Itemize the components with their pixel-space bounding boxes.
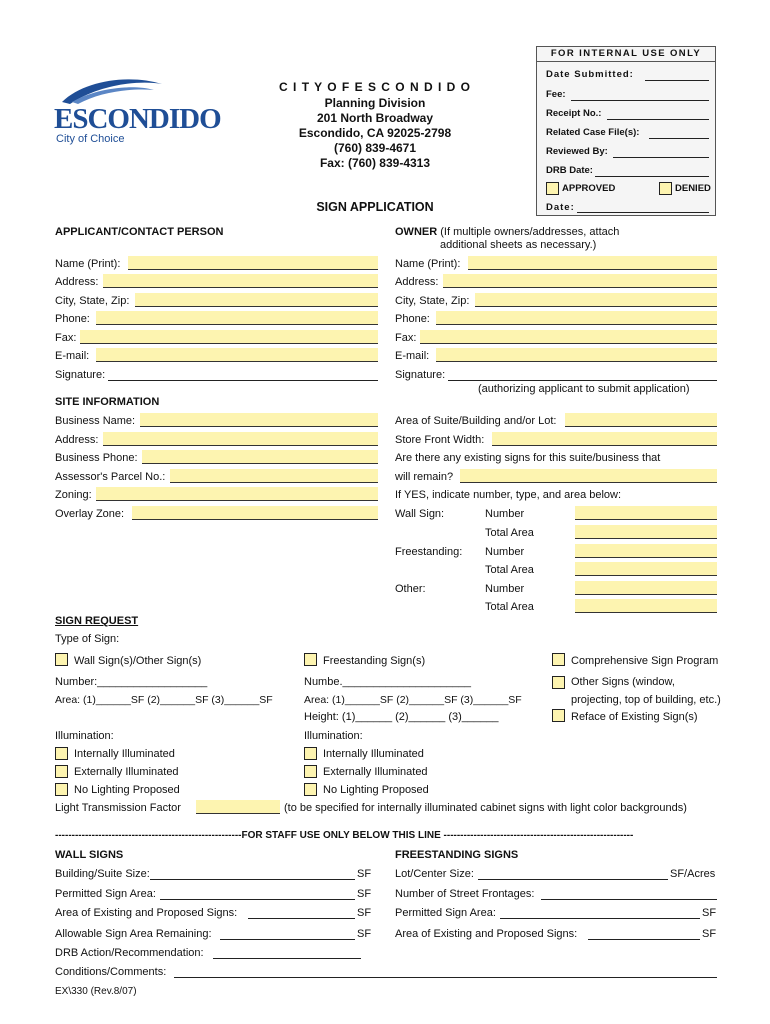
- existing-signs-question-2: will remain?: [395, 471, 454, 483]
- other-signs-checkbox[interactable]: [552, 676, 565, 689]
- wall-externally-option: Externally Illuminated: [74, 766, 179, 778]
- fee-line[interactable]: [571, 100, 709, 101]
- other-signs-option: Other Signs (window,: [571, 676, 675, 688]
- applicant-address-label: Address:: [55, 276, 99, 288]
- owner-signature-label: Signature:: [395, 369, 446, 381]
- free-no-lighting-checkbox[interactable]: [304, 783, 317, 796]
- allowable-area-label: Allowable Sign Area Remaining:: [55, 928, 212, 940]
- ltf-label: Light Transmission Factor: [55, 802, 181, 814]
- other-signs-option-2: projecting, top of building, etc.): [571, 694, 721, 706]
- existing-signs-input[interactable]: [460, 469, 717, 483]
- logo-wordmark: ESCONDIDO: [54, 103, 221, 135]
- free-total-area-label: Total Area: [485, 564, 534, 576]
- escondido-logo: [54, 76, 221, 152]
- street-frontages-line[interactable]: [541, 899, 717, 900]
- other-number-input[interactable]: [575, 581, 717, 595]
- lot-size-label: Lot/Center Size:: [395, 868, 474, 880]
- storefront-input[interactable]: [492, 432, 717, 446]
- building-size-unit: SF: [357, 868, 372, 880]
- owner-note-2: additional sheets as necessary.): [440, 239, 597, 251]
- existing-signs-question: Are there any existing signs for this suite/business that: [395, 452, 661, 464]
- owner-phone-label: Phone:: [395, 313, 430, 325]
- owner-auth-note: (authorizing applicant to submit application): [478, 383, 690, 395]
- permitted-area-line[interactable]: [160, 899, 355, 900]
- internal-use-box: [536, 46, 716, 216]
- if-yes-label: If YES, indicate number, type, and area below:: [395, 489, 622, 501]
- free-number-label: Number: [485, 546, 525, 558]
- date-submitted-label: Date Submitted:: [546, 69, 634, 80]
- fee-label: Fee:: [546, 89, 566, 100]
- free-no-lighting-option: No Lighting Proposed: [323, 784, 429, 796]
- applicant-heading: APPLICANT/CONTACT PERSON: [55, 226, 224, 238]
- reviewed-by-line[interactable]: [613, 157, 709, 158]
- suite-area-input[interactable]: [565, 413, 717, 427]
- overlay-zone-label: Overlay Zone:: [55, 508, 125, 520]
- applicant-fax-input[interactable]: [80, 330, 378, 344]
- drb-action-label: DRB Action/Recommendation:: [55, 947, 204, 959]
- city-phone: (760) 839-4671: [333, 141, 417, 155]
- business-phone-label: Business Phone:: [55, 452, 138, 464]
- reviewed-by-label: Reviewed By:: [546, 146, 608, 157]
- building-size-label: Building/Suite Size:: [55, 868, 150, 880]
- permitted-area-label: Permitted Sign Area:: [55, 888, 156, 900]
- business-name-input[interactable]: [140, 413, 378, 427]
- business-name-label: Business Name:: [55, 415, 136, 427]
- wall-number-input[interactable]: [575, 506, 717, 520]
- conditions-line[interactable]: [174, 977, 717, 978]
- wall-internally-option: Internally Illuminated: [74, 748, 175, 760]
- wall-signs-heading: WALL SIGNS: [55, 849, 124, 861]
- applicant-fax-label: Fax:: [55, 332, 77, 344]
- wall-sign-option: Wall Sign(s)/Other Sign(s): [74, 655, 202, 667]
- date-label: Date:: [546, 202, 575, 213]
- date-line[interactable]: [577, 212, 709, 213]
- free-existing-line[interactable]: [588, 939, 700, 940]
- internal-use-header: FOR INTERNAL USE ONLY: [537, 47, 715, 62]
- wall-sign-checkbox[interactable]: [55, 653, 68, 666]
- lot-size-line[interactable]: [478, 879, 668, 880]
- reface-option: Reface of Existing Sign(s): [571, 711, 698, 723]
- owner-fax-label: Fax:: [395, 332, 417, 344]
- owner-note-1: (If multiple owners/addresses, attach: [440, 226, 620, 238]
- free-externally-option: Externally Illuminated: [323, 766, 428, 778]
- allowable-area-unit: SF: [357, 928, 372, 940]
- applicant-phone-label: Phone:: [55, 313, 90, 325]
- wall-internally-checkbox[interactable]: [55, 747, 68, 760]
- city-name: C I T Y O F E S C O N D I D O: [279, 80, 471, 94]
- owner-city-input[interactable]: [475, 293, 717, 307]
- existing-proposed-unit: SF: [357, 907, 372, 919]
- zoning-label: Zoning:: [55, 489, 92, 501]
- drb-date-line[interactable]: [595, 176, 709, 177]
- applicant-address-input[interactable]: [103, 274, 378, 288]
- owner-address-label: Address:: [395, 276, 439, 288]
- apn-input[interactable]: [170, 469, 378, 483]
- free-number-field[interactable]: Numbe._____________________: [304, 676, 471, 688]
- owner-fax-input[interactable]: [420, 330, 717, 344]
- wall-externally-checkbox[interactable]: [55, 765, 68, 778]
- logo-tagline: City of Choice: [56, 133, 125, 145]
- wall-total-area-input[interactable]: [575, 525, 717, 539]
- free-existing-label: Area of Existing and Proposed Signs:: [395, 928, 578, 940]
- wall-area-field[interactable]: Area: (1)______SF (2)______SF (3)______SF: [55, 694, 273, 706]
- owner-heading: OWNER: [395, 226, 438, 238]
- free-total-area-input[interactable]: [575, 562, 717, 576]
- allowable-area-line[interactable]: [220, 939, 355, 940]
- applicant-phone-input[interactable]: [96, 311, 378, 325]
- freestanding-checkbox[interactable]: [304, 653, 317, 666]
- comprehensive-checkbox[interactable]: [552, 653, 565, 666]
- owner-email-input[interactable]: [436, 348, 717, 362]
- free-height-field[interactable]: Height: (1)______ (2)______ (3)______: [304, 711, 499, 723]
- free-existing-unit: SF: [702, 928, 717, 940]
- owner-email-label: E-mail:: [395, 350, 430, 362]
- staff-divider: --------------------------------------------------------FOR STAFF USE ONLY BELOW THIS LINE ---------------------------------------------------------: [55, 830, 634, 841]
- permitted-area-unit: SF: [357, 888, 372, 900]
- related-case-label: Related Case File(s):: [546, 127, 640, 138]
- site-info-heading: SITE INFORMATION: [55, 396, 160, 408]
- free-internally-checkbox[interactable]: [304, 747, 317, 760]
- site-address-input[interactable]: [103, 432, 378, 446]
- overlay-zone-input[interactable]: [132, 506, 378, 520]
- sign-request-heading: SIGN REQUEST: [55, 615, 139, 627]
- storefront-label: Store Front Width:: [395, 434, 485, 446]
- free-area-field[interactable]: Area: (1)______SF (2)______SF (3)______SF: [304, 694, 522, 706]
- date-submitted-line[interactable]: [645, 80, 709, 81]
- owner-name-label: Name (Print):: [395, 258, 461, 270]
- owner-address-input[interactable]: [443, 274, 717, 288]
- applicant-city-input[interactable]: [135, 293, 378, 307]
- city-fax: Fax: (760) 839-4313: [319, 156, 431, 170]
- ltf-input[interactable]: [196, 800, 280, 814]
- drb-action-line[interactable]: [213, 958, 361, 959]
- free-internally-option: Internally Illuminated: [323, 748, 424, 760]
- planning-division: Planning Division: [324, 96, 426, 110]
- ltf-note: (to be specified for internally illuminated cabinet signs with light color backgrounds): [284, 802, 687, 814]
- city-address-1: 201 North Broadway: [316, 111, 434, 125]
- free-permitted-line[interactable]: [500, 918, 700, 919]
- applicant-name-label: Name (Print):: [55, 258, 121, 270]
- receipt-no-label: Receipt No.:: [546, 108, 602, 119]
- city-address-2: Escondido, CA 92025-2798: [298, 126, 452, 140]
- existing-proposed-line[interactable]: [248, 918, 355, 919]
- owner-name-input[interactable]: [468, 256, 717, 270]
- wall-total-area-label: Total Area: [485, 527, 534, 539]
- comprehensive-option: Comprehensive Sign Program: [571, 655, 719, 667]
- free-number-input[interactable]: [575, 544, 717, 558]
- freestanding-option: Freestanding Sign(s): [323, 655, 426, 667]
- free-illumination-label: Illumination:: [304, 730, 363, 742]
- free-permitted-label: Permitted Sign Area:: [395, 907, 496, 919]
- wall-no-lighting-option: No Lighting Proposed: [74, 784, 180, 796]
- related-case-line[interactable]: [649, 138, 709, 139]
- wall-sign-label: Wall Sign:: [395, 508, 445, 520]
- owner-signature-line[interactable]: [448, 380, 717, 381]
- applicant-name-input[interactable]: [128, 256, 378, 270]
- denied-checkbox[interactable]: [659, 182, 672, 195]
- wall-number-label: Number: [485, 508, 525, 520]
- conditions-label: Conditions/Comments:: [55, 966, 167, 978]
- other-total-area-input[interactable]: [575, 599, 717, 613]
- suite-area-label: Area of Suite/Building and/or Lot:: [395, 415, 557, 427]
- apn-label: Assessor's Parcel No.:: [55, 471, 166, 483]
- free-externally-checkbox[interactable]: [304, 765, 317, 778]
- approved-checkbox[interactable]: [546, 182, 559, 195]
- form-number: EX\330 (Rev.8/07): [55, 986, 137, 997]
- applicant-email-input[interactable]: [96, 348, 378, 362]
- other-total-area-label: Total Area: [485, 601, 534, 613]
- receipt-no-line[interactable]: [607, 119, 709, 120]
- free-permitted-unit: SF: [702, 907, 717, 919]
- lot-size-unit: SF/Acres: [670, 868, 716, 880]
- drb-date-label: DRB Date:: [546, 165, 593, 176]
- form-title: SIGN APPLICATION: [316, 200, 434, 214]
- type-of-sign-label: Type of Sign:: [55, 633, 120, 645]
- applicant-email-label: E-mail:: [55, 350, 90, 362]
- existing-proposed-label: Area of Existing and Proposed Signs:: [55, 907, 238, 919]
- other-number-label: Number: [485, 583, 525, 595]
- applicant-city-label: City, State, Zip:: [55, 295, 130, 307]
- owner-city-label: City, State, Zip:: [395, 295, 470, 307]
- site-address-label: Address:: [55, 434, 99, 446]
- denied-label: DENIED: [675, 183, 711, 194]
- wall-no-lighting-checkbox[interactable]: [55, 783, 68, 796]
- owner-phone-input[interactable]: [436, 311, 717, 325]
- business-phone-input[interactable]: [142, 450, 378, 464]
- other-label: Other:: [395, 583, 426, 595]
- freestanding-label: Freestanding:: [395, 546, 463, 558]
- wall-number-field[interactable]: Number:__________________: [55, 676, 208, 688]
- building-size-line[interactable]: [150, 879, 355, 880]
- street-frontages-label: Number of Street Frontages:: [395, 888, 535, 900]
- approved-label: APPROVED: [562, 183, 616, 194]
- applicant-signature-line[interactable]: [108, 380, 378, 381]
- zoning-input[interactable]: [96, 487, 378, 501]
- wall-illumination-label: Illumination:: [55, 730, 114, 742]
- reface-checkbox[interactable]: [552, 709, 565, 722]
- freestanding-signs-heading: FREESTANDING SIGNS: [395, 849, 519, 861]
- applicant-signature-label: Signature:: [55, 369, 106, 381]
